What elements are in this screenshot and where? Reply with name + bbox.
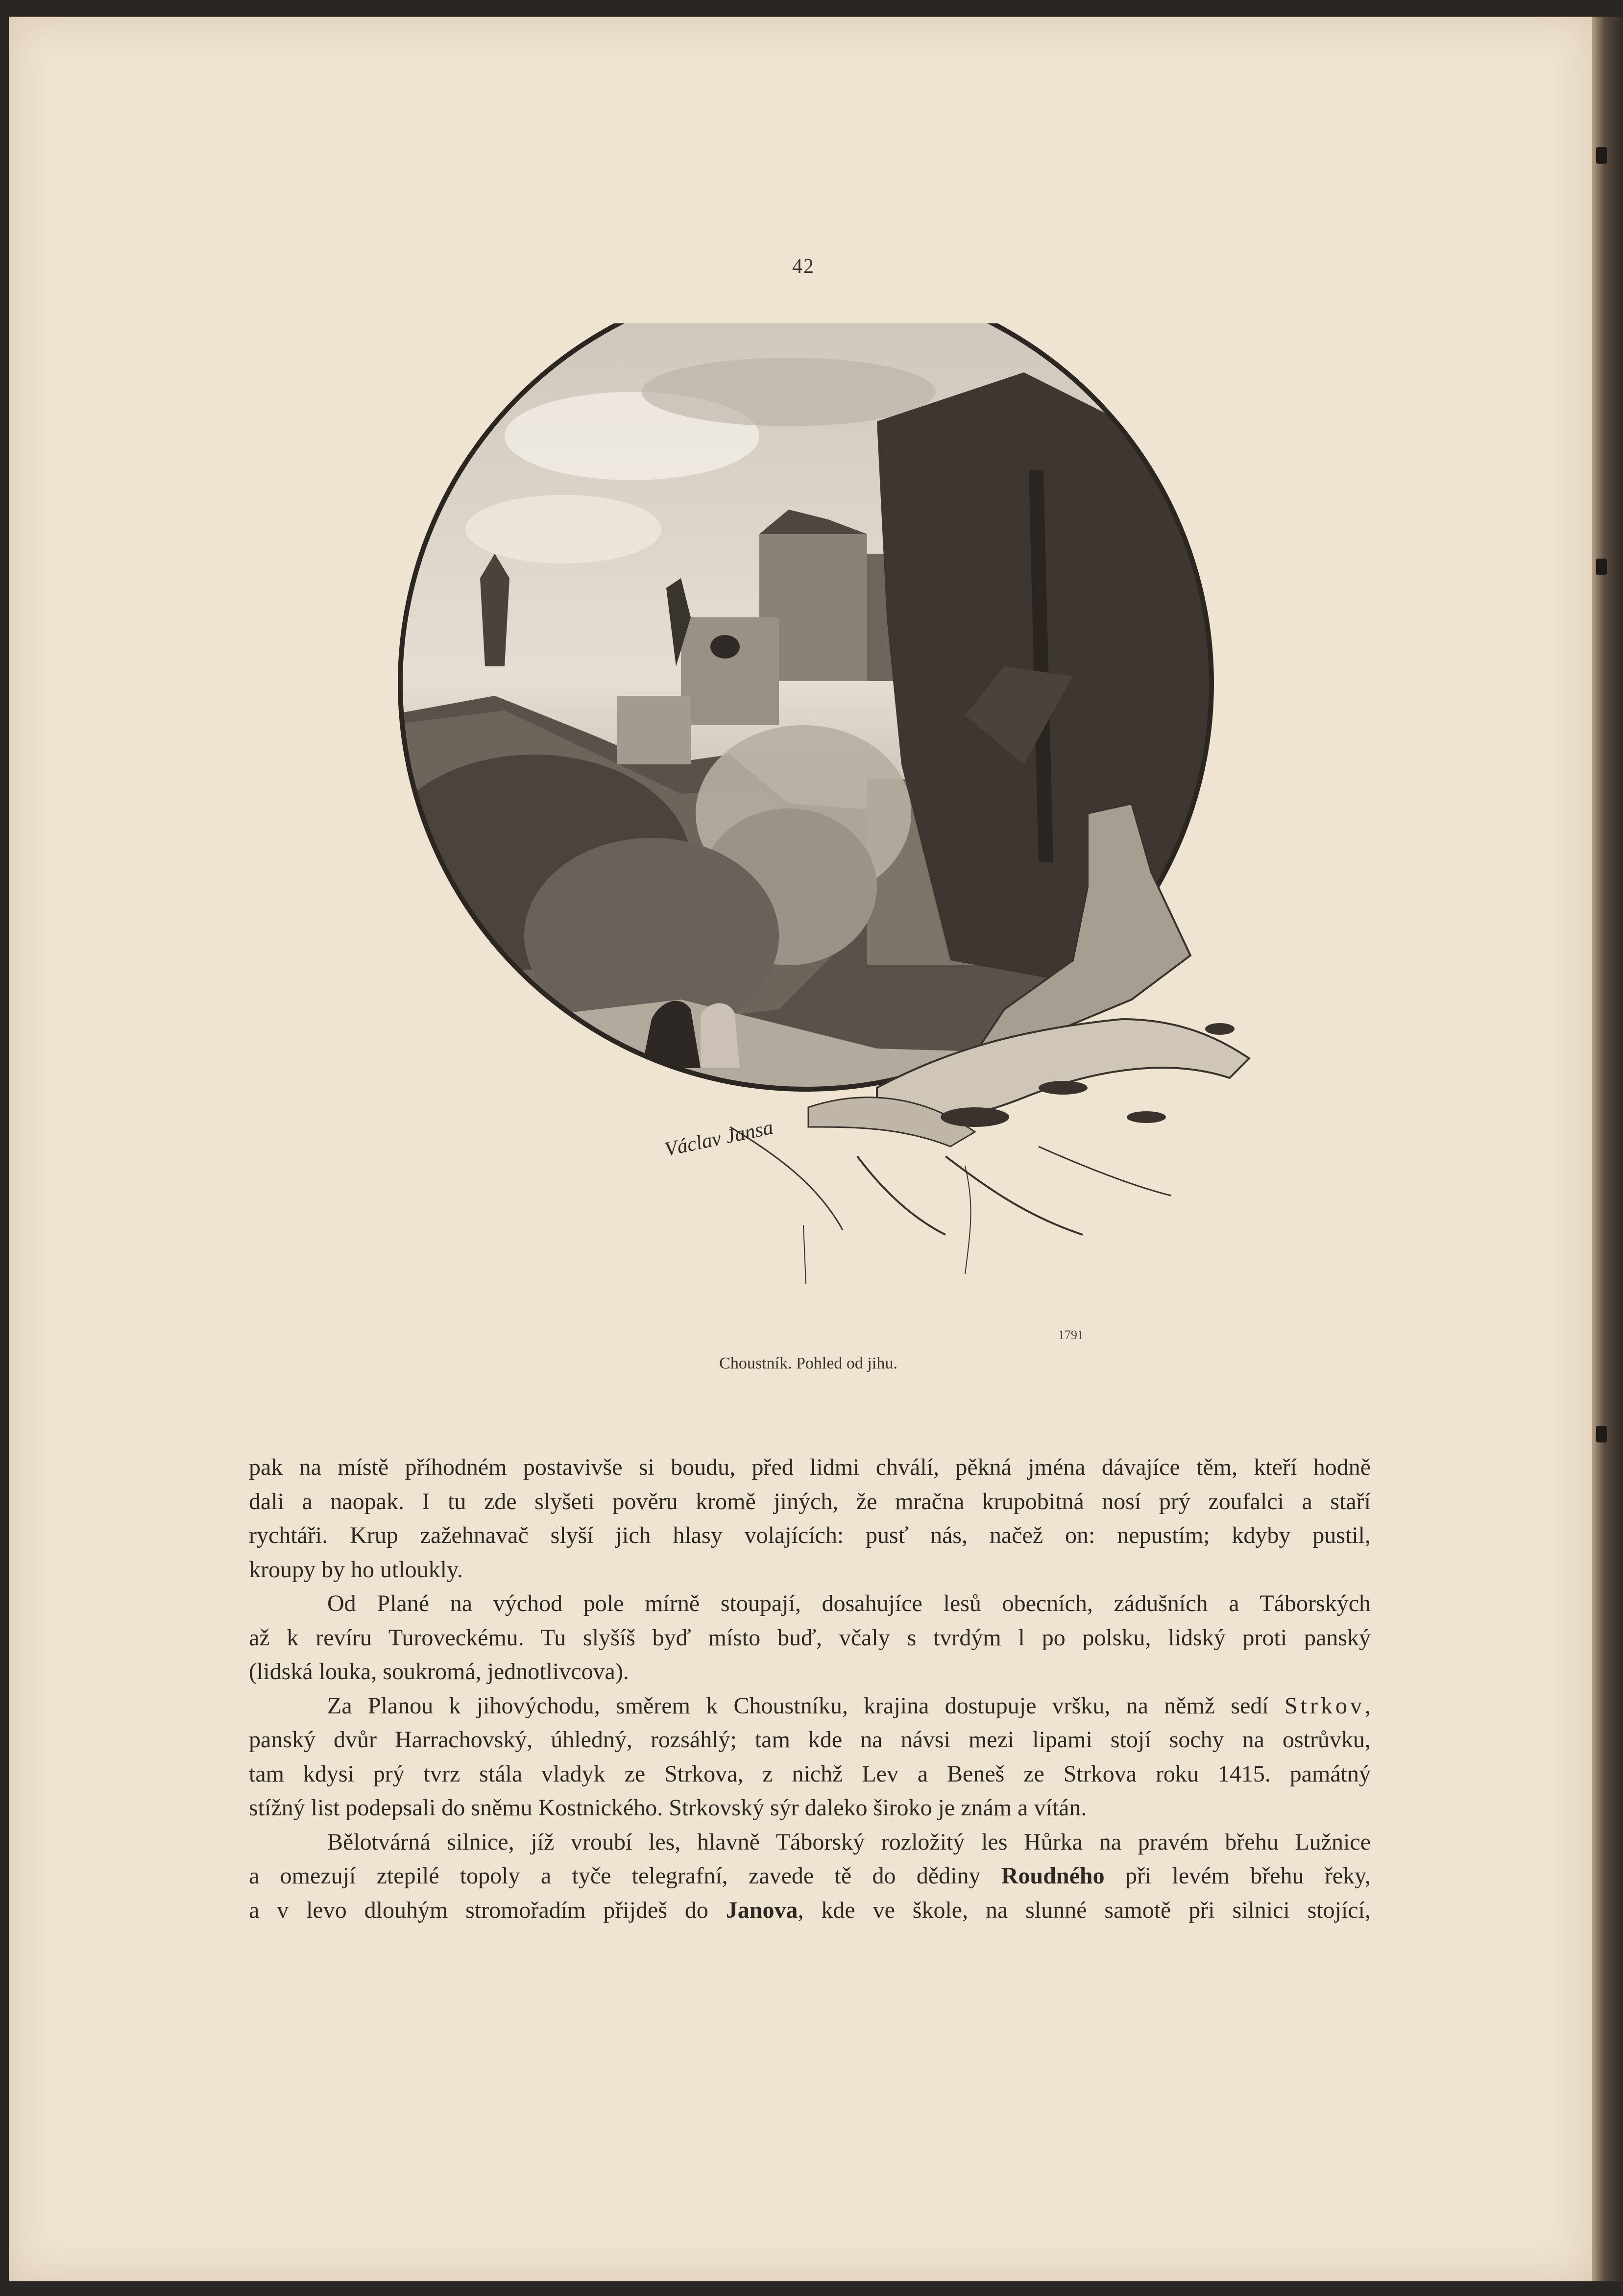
text-line: (lidská louka, soukromá, jednotlivcova). xyxy=(249,1659,629,1685)
edge-tab xyxy=(1596,147,1607,164)
text-line: Za Planou k jihovýchodu, směrem k Choustníku, krajina dostupuje vršku, na němž sedí Strkov, xyxy=(327,1692,1371,1719)
edge-tab xyxy=(1596,559,1607,575)
text-line: Od Plané na východ pole mírně stoupají, dosahujíce lesů obecních, zádušních a Táborských xyxy=(327,1590,1371,1616)
text-line: stížný list podepsali do sněmu Kostnického. Strkovský sýr daleko široko je znám a vítán. xyxy=(249,1795,1087,1821)
text-line: a omezují ztepilé topoly a tyče telegrafní, zavede tě do dědiny Roudného při levém břehu řeky, xyxy=(249,1863,1371,1889)
page-number: 42 xyxy=(792,255,815,278)
paragraph xyxy=(249,1825,1371,1928)
text-line: panský dvůr Harrachovský, úhledný, rozsáhlý; tam kde na návsi mezi lipami stojí sochy na ostrůvku, xyxy=(249,1727,1371,1753)
figure-caption: Choustník. Pohled od jihu. xyxy=(719,1354,897,1372)
text-line: tam kdysi prý tvrz stála vladyk ze Strkova, z nichž Lev a Beneš ze Strkova roku 1415. památný xyxy=(249,1760,1371,1787)
paragraph xyxy=(249,1689,1371,1825)
text-line: a v levo dlouhým stromořadím přijdeš do Janova, kde ve škole, na slunné samotě při silnici stojící, xyxy=(249,1897,1371,1923)
paragraph xyxy=(249,1587,1371,1689)
text-line: až k revíru Turoveckému. Tu slyšíš byď místo buď, včaly s tvrdým l po polsku, lidský proti panský xyxy=(249,1624,1371,1651)
choustnik-engraving xyxy=(387,323,1279,1323)
text-line: rychtáři. Krup zažehnavač slyší jich hlasy volajících: pusť nás, načež on: nepustím; kdyby pustil, xyxy=(249,1522,1371,1548)
book-spine-edge xyxy=(1592,17,1623,2281)
body-text xyxy=(249,1450,1371,1927)
paragraph xyxy=(249,1450,1371,1587)
plate-number: 1791 xyxy=(1058,1328,1084,1342)
edge-tab xyxy=(1596,1426,1607,1442)
text-line: Bělotvárná silnice, jíž vroubí les, hlavně Táborský rozložitý les Hůrka na pravém břehu Lužnice xyxy=(327,1829,1371,1855)
artist-signature: Václav Jansa xyxy=(662,1116,775,1161)
place-name-janova: Janova xyxy=(726,1897,798,1923)
text-line: dali a naopak. I tu zde slyšeti pověru kromě jiných, že mračna krupobitná nosí prý zoufalci a staří xyxy=(249,1488,1371,1514)
text-line: pak na místě příhodném postavivše si boudu, před lidmi chválí, pěkná jména dávajíce těm, kteří hodně xyxy=(249,1454,1371,1480)
place-name-roudneho: Roudného xyxy=(1001,1863,1105,1889)
place-name-strkov: Strkov xyxy=(1284,1692,1365,1719)
text-line: kroupy by ho utloukly. xyxy=(249,1556,463,1583)
